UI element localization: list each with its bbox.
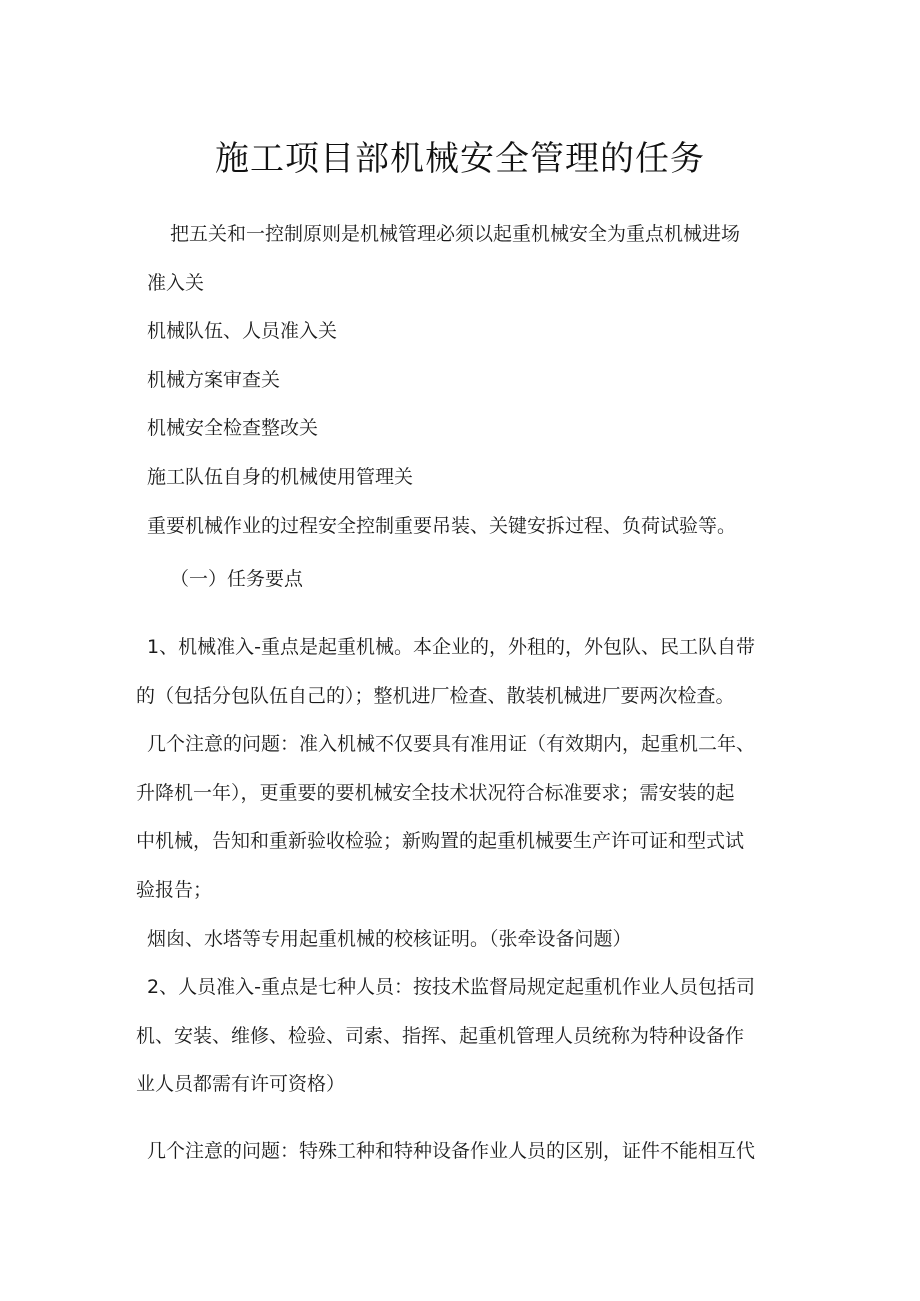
paragraph-line: 机械安全检查整改关	[147, 417, 319, 439]
paragraph-line: 机械队伍、人员准入关	[147, 320, 338, 342]
paragraph-line: 几个注意的问题：特殊工种和特种设备作业人员的区别，证件不能相互代	[147, 1140, 756, 1162]
paragraph-line: 2、人员准入-重点是七种人员：按技术监督局规定起重机作业人员包括司	[147, 976, 755, 998]
paragraph-line: 烟囱、水塔等专用起重机械的校核证明。（张牵设备问题）	[147, 928, 632, 950]
paragraph-line: 中机械，告知和重新验收检验；新购置的起重机械要生产许可证和型式试	[136, 830, 745, 852]
paragraph-line: 把五关和一控制原则是机械管理必须以起重机械安全为重点机械进场	[170, 223, 741, 245]
paragraph-line: 1、机械准入-重点是起重机械。本企业的，外租的，外包队、民工队自带	[147, 636, 755, 658]
document-title: 施工项目部机械安全管理的任务	[215, 139, 705, 179]
paragraph-line: 升降机一年），更重要的要机械安全技术状况符合标准要求；需安装的起	[136, 782, 735, 804]
paragraph-line: 准入关	[147, 272, 205, 294]
paragraph-line: 业人员都需有许可资格）	[136, 1073, 346, 1095]
paragraph-line: 的（包括分包队伍自己的）；整机进厂检查、散装机械进厂要两次检查。	[136, 685, 735, 707]
paragraph-line: 机械方案审查关	[147, 369, 281, 391]
paragraph-line: 机、安装、维修、检验、司索、指挥、起重机管理人员统称为特种设备作	[136, 1025, 745, 1047]
paragraph-line: 验报告；	[136, 879, 213, 901]
paragraph-line: 几个注意的问题：准入机械不仅要具有准用证（有效期内，起重机二年、	[147, 733, 756, 755]
section-heading: （一）任务要点	[170, 568, 304, 590]
paragraph-line: 重要机械作业的过程安全控制重要吊装、关键安拆过程、负荷试验等。	[147, 515, 737, 537]
paragraph-line: 施工队伍自身的机械使用管理关	[147, 466, 414, 488]
